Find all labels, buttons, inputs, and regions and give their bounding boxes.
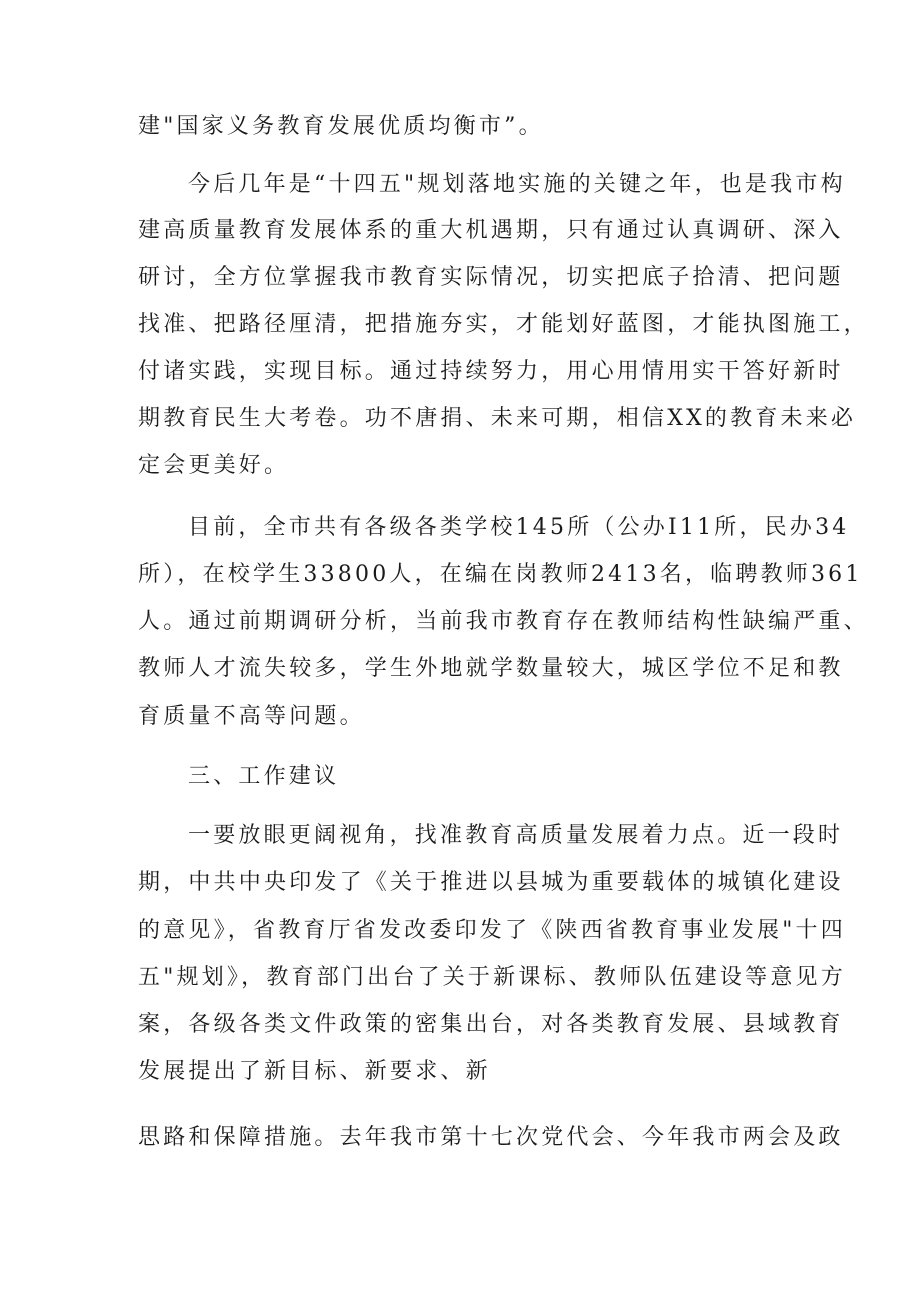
text-line: 人。通过前期调研分析，当前我市教育存在教师结构性缺编严重、 <box>138 609 869 634</box>
text-line: 找准、把路径厘清，把措施夯实，才能划好蓝图，才能执图施工， <box>138 312 869 337</box>
text-line: 的意见》，省教育厅省发改委印发了《陕西省教育事业发展"十四 <box>138 918 846 943</box>
text-line: 案，各级各类文件政策的密集出台，对各类教育发展、县域教育 <box>138 1012 844 1037</box>
text-line: 定会更美好。 <box>138 453 290 478</box>
text-line: 教师人才流失较多，学生外地就学数量较大，城区学位不足和教 <box>138 656 844 681</box>
text-line: 目前，全市共有各级各类学校145所（公办I11所，民办34 <box>188 515 850 540</box>
text-line: 建高质量教育发展体系的重大机遇期，只有通过认真调研、深入 <box>138 218 844 243</box>
text-line: 思路和保障措施。去年我市第十七次党代会、今年我市两会及政 <box>138 1125 844 1150</box>
text-line: 发展提出了新目标、新要求、新 <box>138 1059 491 1084</box>
text-line: 育质量不高等问题。 <box>138 704 365 729</box>
text-line: 期，中共中央印发了《关于推进以县城为重要载体的城镇化建设 <box>138 870 844 895</box>
text-line: 五"规划》，教育部门出台了关于新课标、教师队伍建设等意见方 <box>138 965 846 990</box>
text-line: 今后几年是“十四五"规划落地实施的关键之年，也是我市构 <box>188 172 846 197</box>
text-line: 一要放眼更阔视角，找准教育高质量发展着力点。近一段时 <box>188 823 844 848</box>
text-line: 期教育民生大考卷。功不唐捐、未来可期，相信XX的教育未来必 <box>138 406 857 431</box>
text-line: 研讨，全方位掌握我市教育实际情况，切实把底子拾清、把问题 <box>138 265 844 290</box>
text-line: 所），在校学生33800人，在编在岗教师2413名，临聘教师361 <box>138 562 863 587</box>
text-line: 付诸实践，实现目标。通过持续努力，用心用情用实干答好新时 <box>138 359 844 384</box>
text-line: 建"国家义务教育发展优质均衡市”。 <box>138 114 544 139</box>
section-heading: 三、工作建议 <box>188 764 340 789</box>
